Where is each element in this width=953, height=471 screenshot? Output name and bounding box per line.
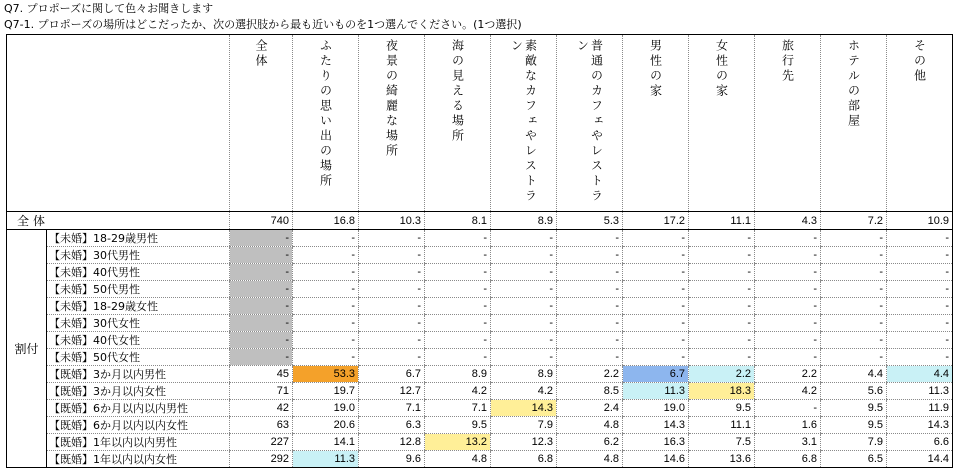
table-cell: 6.8 [755, 451, 821, 468]
table-cell: - [623, 247, 689, 264]
table-cell: - [293, 349, 359, 366]
table-cell: 4.8 [557, 417, 623, 434]
table-cell: - [491, 264, 557, 281]
total-cell: 4.3 [755, 212, 821, 230]
total-row [7, 212, 953, 230]
column-header [623, 35, 689, 212]
table-cell: 4.8 [557, 451, 623, 468]
table-cell: - [425, 298, 491, 315]
table-cell: 7.9 [821, 434, 887, 451]
column-header [755, 35, 821, 212]
table-cell: 13.6 [689, 451, 755, 468]
table-cell: - [689, 298, 755, 315]
header-corner [7, 35, 230, 212]
highlighted-cell: 11.3 [293, 451, 359, 468]
table-cell: 7.5 [689, 434, 755, 451]
table-row [7, 417, 953, 434]
table-cell: 6.7 [359, 366, 425, 383]
table-cell: 9.5 [689, 400, 755, 417]
table-row [7, 400, 953, 417]
table-cell: 7.1 [359, 400, 425, 417]
column-header-label: 普通のカフェやレストラン [575, 39, 604, 204]
column-header-label: 海の見える場所 [450, 39, 465, 144]
table-cell: - [491, 315, 557, 332]
table-cell: 6.8 [491, 451, 557, 468]
highlighted-cell: - [230, 349, 293, 366]
table-cell: 292 [230, 451, 293, 468]
table-cell: - [293, 281, 359, 298]
table-cell: - [491, 247, 557, 264]
table-cell: - [689, 315, 755, 332]
table-cell: 19.7 [293, 383, 359, 400]
table-cell: - [557, 315, 623, 332]
table-cell: - [887, 230, 953, 247]
column-header [293, 35, 359, 212]
table-row [7, 247, 953, 264]
table-cell: - [887, 349, 953, 366]
table-cell: 14.6 [623, 451, 689, 468]
table-cell: - [425, 349, 491, 366]
table-cell: - [755, 349, 821, 366]
highlighted-cell: 4.4 [887, 366, 953, 383]
table-cell: - [359, 315, 425, 332]
table-cell: - [557, 281, 623, 298]
column-header [230, 35, 293, 212]
column-header-label: 男性の家 [648, 39, 663, 99]
table-cell: - [557, 332, 623, 349]
table-cell: 227 [230, 434, 293, 451]
table-cell: 8.9 [491, 366, 557, 383]
table-cell: - [359, 247, 425, 264]
table-cell: - [755, 281, 821, 298]
question-subtitle: Q7-1. プロポーズの場所はどこだったか、次の選択肢から最も近いものを1つ選んでください。(1つ選択) [4, 18, 522, 31]
table-cell: - [359, 281, 425, 298]
total-row-label: 全体 [7, 212, 230, 230]
table-cell: 16.3 [623, 434, 689, 451]
column-header [425, 35, 491, 212]
highlighted-cell: 6.7 [623, 366, 689, 383]
table-cell: 11.1 [689, 417, 755, 434]
highlighted-cell: 14.3 [491, 400, 557, 417]
table-cell: - [359, 349, 425, 366]
table-cell: - [821, 281, 887, 298]
highlighted-cell: - [230, 298, 293, 315]
table-cell: - [689, 247, 755, 264]
column-header-label: ふたりの思い出の場所 [318, 39, 333, 189]
table-cell: - [425, 315, 491, 332]
total-cell: 8.9 [491, 212, 557, 230]
table-cell: - [623, 281, 689, 298]
highlighted-cell: - [230, 230, 293, 247]
total-cell: 740 [230, 212, 293, 230]
table-cell: - [491, 349, 557, 366]
table-cell: 14.3 [623, 417, 689, 434]
total-cell: 11.1 [689, 212, 755, 230]
table-cell: 6.3 [359, 417, 425, 434]
table-cell: - [821, 264, 887, 281]
table-cell: 6.5 [821, 451, 887, 468]
table-cell: - [887, 332, 953, 349]
table-cell: 4.8 [425, 451, 491, 468]
table-cell: 11.3 [887, 383, 953, 400]
column-header-label: 素敵なカフェやレストラン [509, 39, 538, 204]
table-cell: - [821, 349, 887, 366]
group-label: 割付 [7, 230, 47, 468]
table-cell: 2.2 [557, 366, 623, 383]
table-cell: - [425, 230, 491, 247]
header-row [7, 35, 953, 212]
table-row [7, 298, 953, 315]
column-header [557, 35, 623, 212]
table-cell: - [293, 298, 359, 315]
table-row [7, 383, 953, 400]
table-cell: 14.1 [293, 434, 359, 451]
row-label: 【未婚】40代女性 [47, 332, 230, 349]
total-cell: 10.9 [887, 212, 953, 230]
total-cell: 7.2 [821, 212, 887, 230]
table-cell: - [557, 349, 623, 366]
highlighted-cell: 18.3 [689, 383, 755, 400]
highlighted-cell: - [230, 315, 293, 332]
table-cell: 2.2 [755, 366, 821, 383]
table-cell: - [425, 281, 491, 298]
table-cell: 8.5 [557, 383, 623, 400]
table-cell: - [821, 315, 887, 332]
column-header-label: 夜景の綺麗な場所 [384, 39, 399, 159]
table-cell: - [425, 247, 491, 264]
table-cell: - [821, 230, 887, 247]
table-cell: 9.5 [425, 417, 491, 434]
table-cell: 42 [230, 400, 293, 417]
table-cell: - [557, 298, 623, 315]
table-cell: - [293, 332, 359, 349]
table-row [7, 281, 953, 298]
table-cell: - [755, 247, 821, 264]
column-header [689, 35, 755, 212]
table-cell: - [755, 230, 821, 247]
table-cell: - [821, 298, 887, 315]
row-label: 【未婚】50代男性 [47, 281, 230, 298]
row-label: 【未婚】30代女性 [47, 315, 230, 332]
highlighted-cell: - [230, 264, 293, 281]
table-row [7, 332, 953, 349]
total-cell: 16.8 [293, 212, 359, 230]
highlighted-cell: - [230, 281, 293, 298]
table-cell: 19.0 [623, 400, 689, 417]
column-header-label: 女性の家 [714, 39, 729, 99]
question-title: Q7. プロポーズに関して色々お聞きします [4, 2, 214, 15]
table-cell: - [887, 281, 953, 298]
table-cell: - [821, 332, 887, 349]
table-cell: - [293, 315, 359, 332]
row-label: 【既婚】6か月以内以内女性 [47, 417, 230, 434]
table-cell: - [491, 298, 557, 315]
table-cell: - [755, 264, 821, 281]
table-row [7, 366, 953, 383]
table-cell: - [623, 349, 689, 366]
table-cell: 20.6 [293, 417, 359, 434]
table-cell: - [491, 281, 557, 298]
row-label: 【既婚】3か月以内女性 [47, 383, 230, 400]
table-cell: 9.5 [821, 417, 887, 434]
highlighted-cell: 13.2 [425, 434, 491, 451]
table-cell: - [425, 332, 491, 349]
column-header-label: その他 [912, 39, 927, 84]
table-cell: - [359, 264, 425, 281]
row-label: 【既婚】1年以内以内女性 [47, 451, 230, 468]
table-cell: - [623, 264, 689, 281]
table-cell: 6.2 [557, 434, 623, 451]
row-label: 【未婚】18-29歳男性 [47, 230, 230, 247]
row-label: 【既婚】6か月以内以内男性 [47, 400, 230, 417]
table-row [7, 230, 953, 247]
table-cell: - [623, 230, 689, 247]
table-cell: - [887, 298, 953, 315]
row-label: 【未婚】30代男性 [47, 247, 230, 264]
table-cell: 4.2 [755, 383, 821, 400]
table-cell: 3.1 [755, 434, 821, 451]
row-label: 【既婚】1年以内以内男性 [47, 434, 230, 451]
table-row [7, 264, 953, 281]
table-cell: - [755, 400, 821, 417]
table-cell: - [293, 230, 359, 247]
table-cell: - [755, 298, 821, 315]
table-cell: - [689, 230, 755, 247]
crosstab-table [6, 34, 953, 468]
table-cell: 6.6 [887, 434, 953, 451]
table-cell: 4.2 [425, 383, 491, 400]
column-header-label: 旅行先 [780, 39, 795, 84]
table-cell: - [689, 332, 755, 349]
total-cell: 5.3 [557, 212, 623, 230]
table-cell: - [755, 315, 821, 332]
table-cell: - [689, 281, 755, 298]
table-cell: 12.7 [359, 383, 425, 400]
highlighted-cell: 2.2 [689, 366, 755, 383]
table-cell: 14.4 [887, 451, 953, 468]
table-row [7, 451, 953, 468]
table-row [7, 315, 953, 332]
table-cell: 12.8 [359, 434, 425, 451]
highlighted-cell: - [230, 332, 293, 349]
table-cell: 45 [230, 366, 293, 383]
column-header-label: 全体 [254, 39, 268, 69]
table-row [7, 349, 953, 366]
total-cell: 10.3 [359, 212, 425, 230]
row-label: 【未婚】40代男性 [47, 264, 230, 281]
column-header [821, 35, 887, 212]
column-header [359, 35, 425, 212]
table-cell: - [887, 315, 953, 332]
table-cell: 4.2 [491, 383, 557, 400]
row-label: 【既婚】3か月以内男性 [47, 366, 230, 383]
row-label: 【未婚】50代女性 [47, 349, 230, 366]
table-cell: - [359, 230, 425, 247]
table-cell: - [821, 247, 887, 264]
highlighted-cell: 53.3 [293, 366, 359, 383]
table-cell: - [623, 298, 689, 315]
table-row [7, 434, 953, 451]
table-cell: 7.9 [491, 417, 557, 434]
table-cell: 2.4 [557, 400, 623, 417]
highlighted-cell: 11.3 [623, 383, 689, 400]
table-cell: 11.9 [887, 400, 953, 417]
table-cell: - [689, 264, 755, 281]
table-cell: 63 [230, 417, 293, 434]
table-cell: 12.3 [491, 434, 557, 451]
table-cell: - [557, 264, 623, 281]
table-cell: - [425, 264, 491, 281]
table-cell: 19.0 [293, 400, 359, 417]
table-cell: - [359, 298, 425, 315]
table-cell: 1.6 [755, 417, 821, 434]
row-label: 【未婚】18-29歳女性 [47, 298, 230, 315]
table-cell: - [293, 264, 359, 281]
table-cell: 7.1 [425, 400, 491, 417]
table-cell: - [557, 247, 623, 264]
table-cell: - [887, 247, 953, 264]
table-cell: - [755, 332, 821, 349]
table-cell: - [491, 332, 557, 349]
table-cell: 8.9 [425, 366, 491, 383]
column-header [887, 35, 953, 212]
column-header [491, 35, 557, 212]
table-cell: 71 [230, 383, 293, 400]
table-cell: - [887, 264, 953, 281]
table-cell: - [689, 349, 755, 366]
total-cell: 8.1 [425, 212, 491, 230]
table-cell: 9.6 [359, 451, 425, 468]
table-cell: - [293, 247, 359, 264]
total-cell: 17.2 [623, 212, 689, 230]
table-cell: - [359, 332, 425, 349]
table-cell: - [623, 332, 689, 349]
column-header-label: ホテルの部屋 [846, 39, 861, 129]
table-cell: - [623, 315, 689, 332]
highlighted-cell: - [230, 247, 293, 264]
table-cell: 9.5 [821, 400, 887, 417]
table-cell: 4.4 [821, 366, 887, 383]
table-cell: - [491, 230, 557, 247]
table-cell: 14.3 [887, 417, 953, 434]
table-cell: - [557, 230, 623, 247]
table-cell: 5.6 [821, 383, 887, 400]
